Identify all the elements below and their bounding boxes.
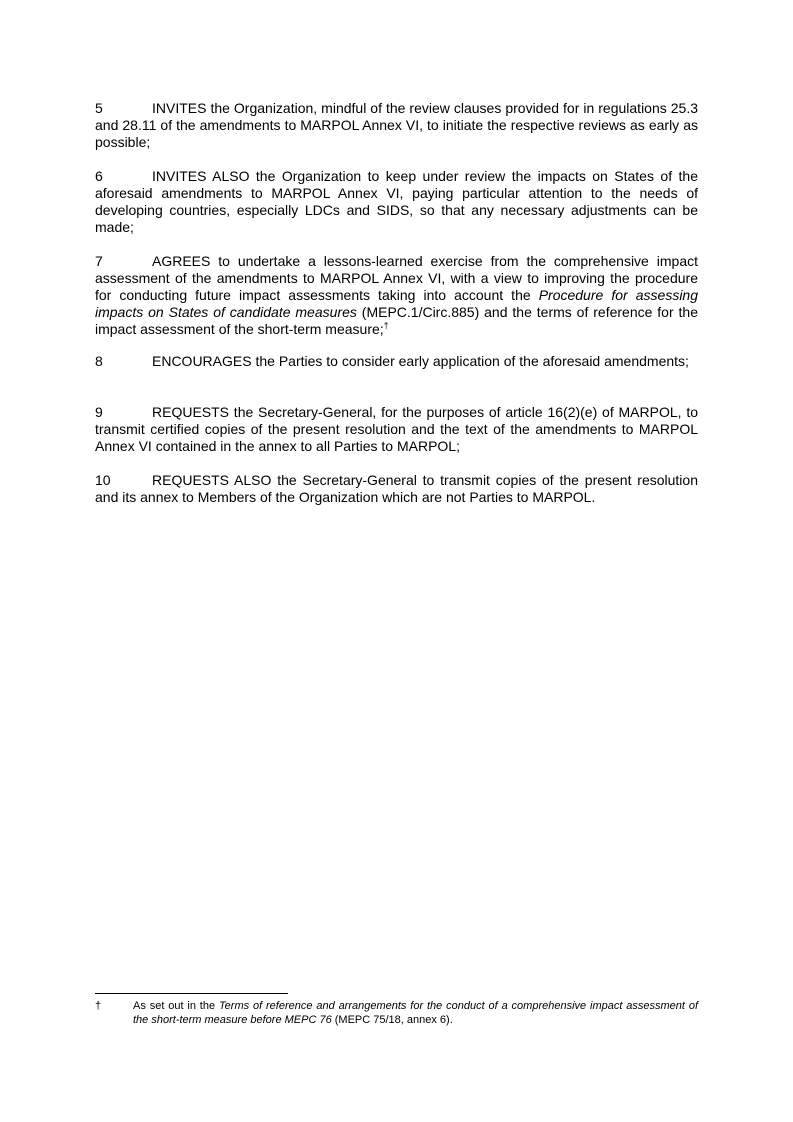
paragraph-number: 10	[95, 472, 111, 488]
paragraph-6	[95, 168, 698, 236]
paragraph-text: AGREES to undertake a lessons-learned exercise from the comprehensive impact assessment of the amendments to MARPOL Annex VI, with a view to improving the procedure for conducting future impact assessments taking into account the	[95, 253, 698, 303]
footnote-ref[interactable]: †	[383, 320, 389, 331]
paragraph-number: 9	[95, 404, 103, 420]
paragraph-10	[95, 472, 698, 506]
footnote-text	[133, 999, 698, 1027]
paragraph-9	[95, 404, 698, 455]
footnote-text-start: As set out in the	[133, 1000, 219, 1012]
paragraph-text-cont: (MEPC.1/Circ.885) and the terms of reference for the impact assessment of the short-term measure;	[95, 304, 698, 337]
footnote-divider	[95, 993, 288, 994]
paragraph-number: 6	[95, 168, 103, 184]
footnote-mark: †	[95, 1000, 102, 1012]
terms-of-reference-title: Terms of reference and arrangements for the conduct of a comprehensive impact assessment of the short-term measure before MEPC 76	[133, 1000, 698, 1026]
paragraph-text: ENCOURAGES the Parties to consider early application of the aforesaid amendments;	[152, 353, 689, 369]
paragraph-text: INVITES the Organization, mindful of the review clauses provided for in regulations 25.3 and 28.11 of the amendments to MARPOL Annex VI, to initiate the respective reviews as early as possible;	[95, 100, 698, 150]
paragraph-text: REQUESTS ALSO the Secretary-General to transmit copies of the present resolution and its annex to Members of the Organization which are not Parties to MARPOL.	[95, 472, 698, 505]
footnote-text-end: (MEPC 75/18, annex 6).	[331, 1014, 453, 1026]
paragraph-text: INVITES ALSO the Organization to keep under review the impacts on States of the aforesaid amendments to MARPOL Annex VI, paying particular attention to the needs of developing countries, especially LDCs and SIDS, so that any necessary adjustments can be made;	[95, 168, 698, 235]
paragraph-7	[95, 253, 698, 338]
paragraph-5	[95, 100, 698, 151]
footnote	[95, 999, 698, 1027]
paragraph-text: REQUESTS the Secretary-General, for the purposes of article 16(2)(e) of MARPOL, to transmit certified copies of the present resolution and the text of the amendments to MARPOL Annex VI contained in the annex to all Parties to MARPOL;	[95, 404, 698, 454]
paragraph-number: 8	[95, 353, 103, 369]
paragraph-number: 7	[95, 253, 103, 269]
paragraph-8	[95, 353, 698, 370]
paragraph-number: 5	[95, 100, 103, 116]
procedure-title: Procedure for assessing impacts on States of candidate measures	[95, 287, 698, 320]
